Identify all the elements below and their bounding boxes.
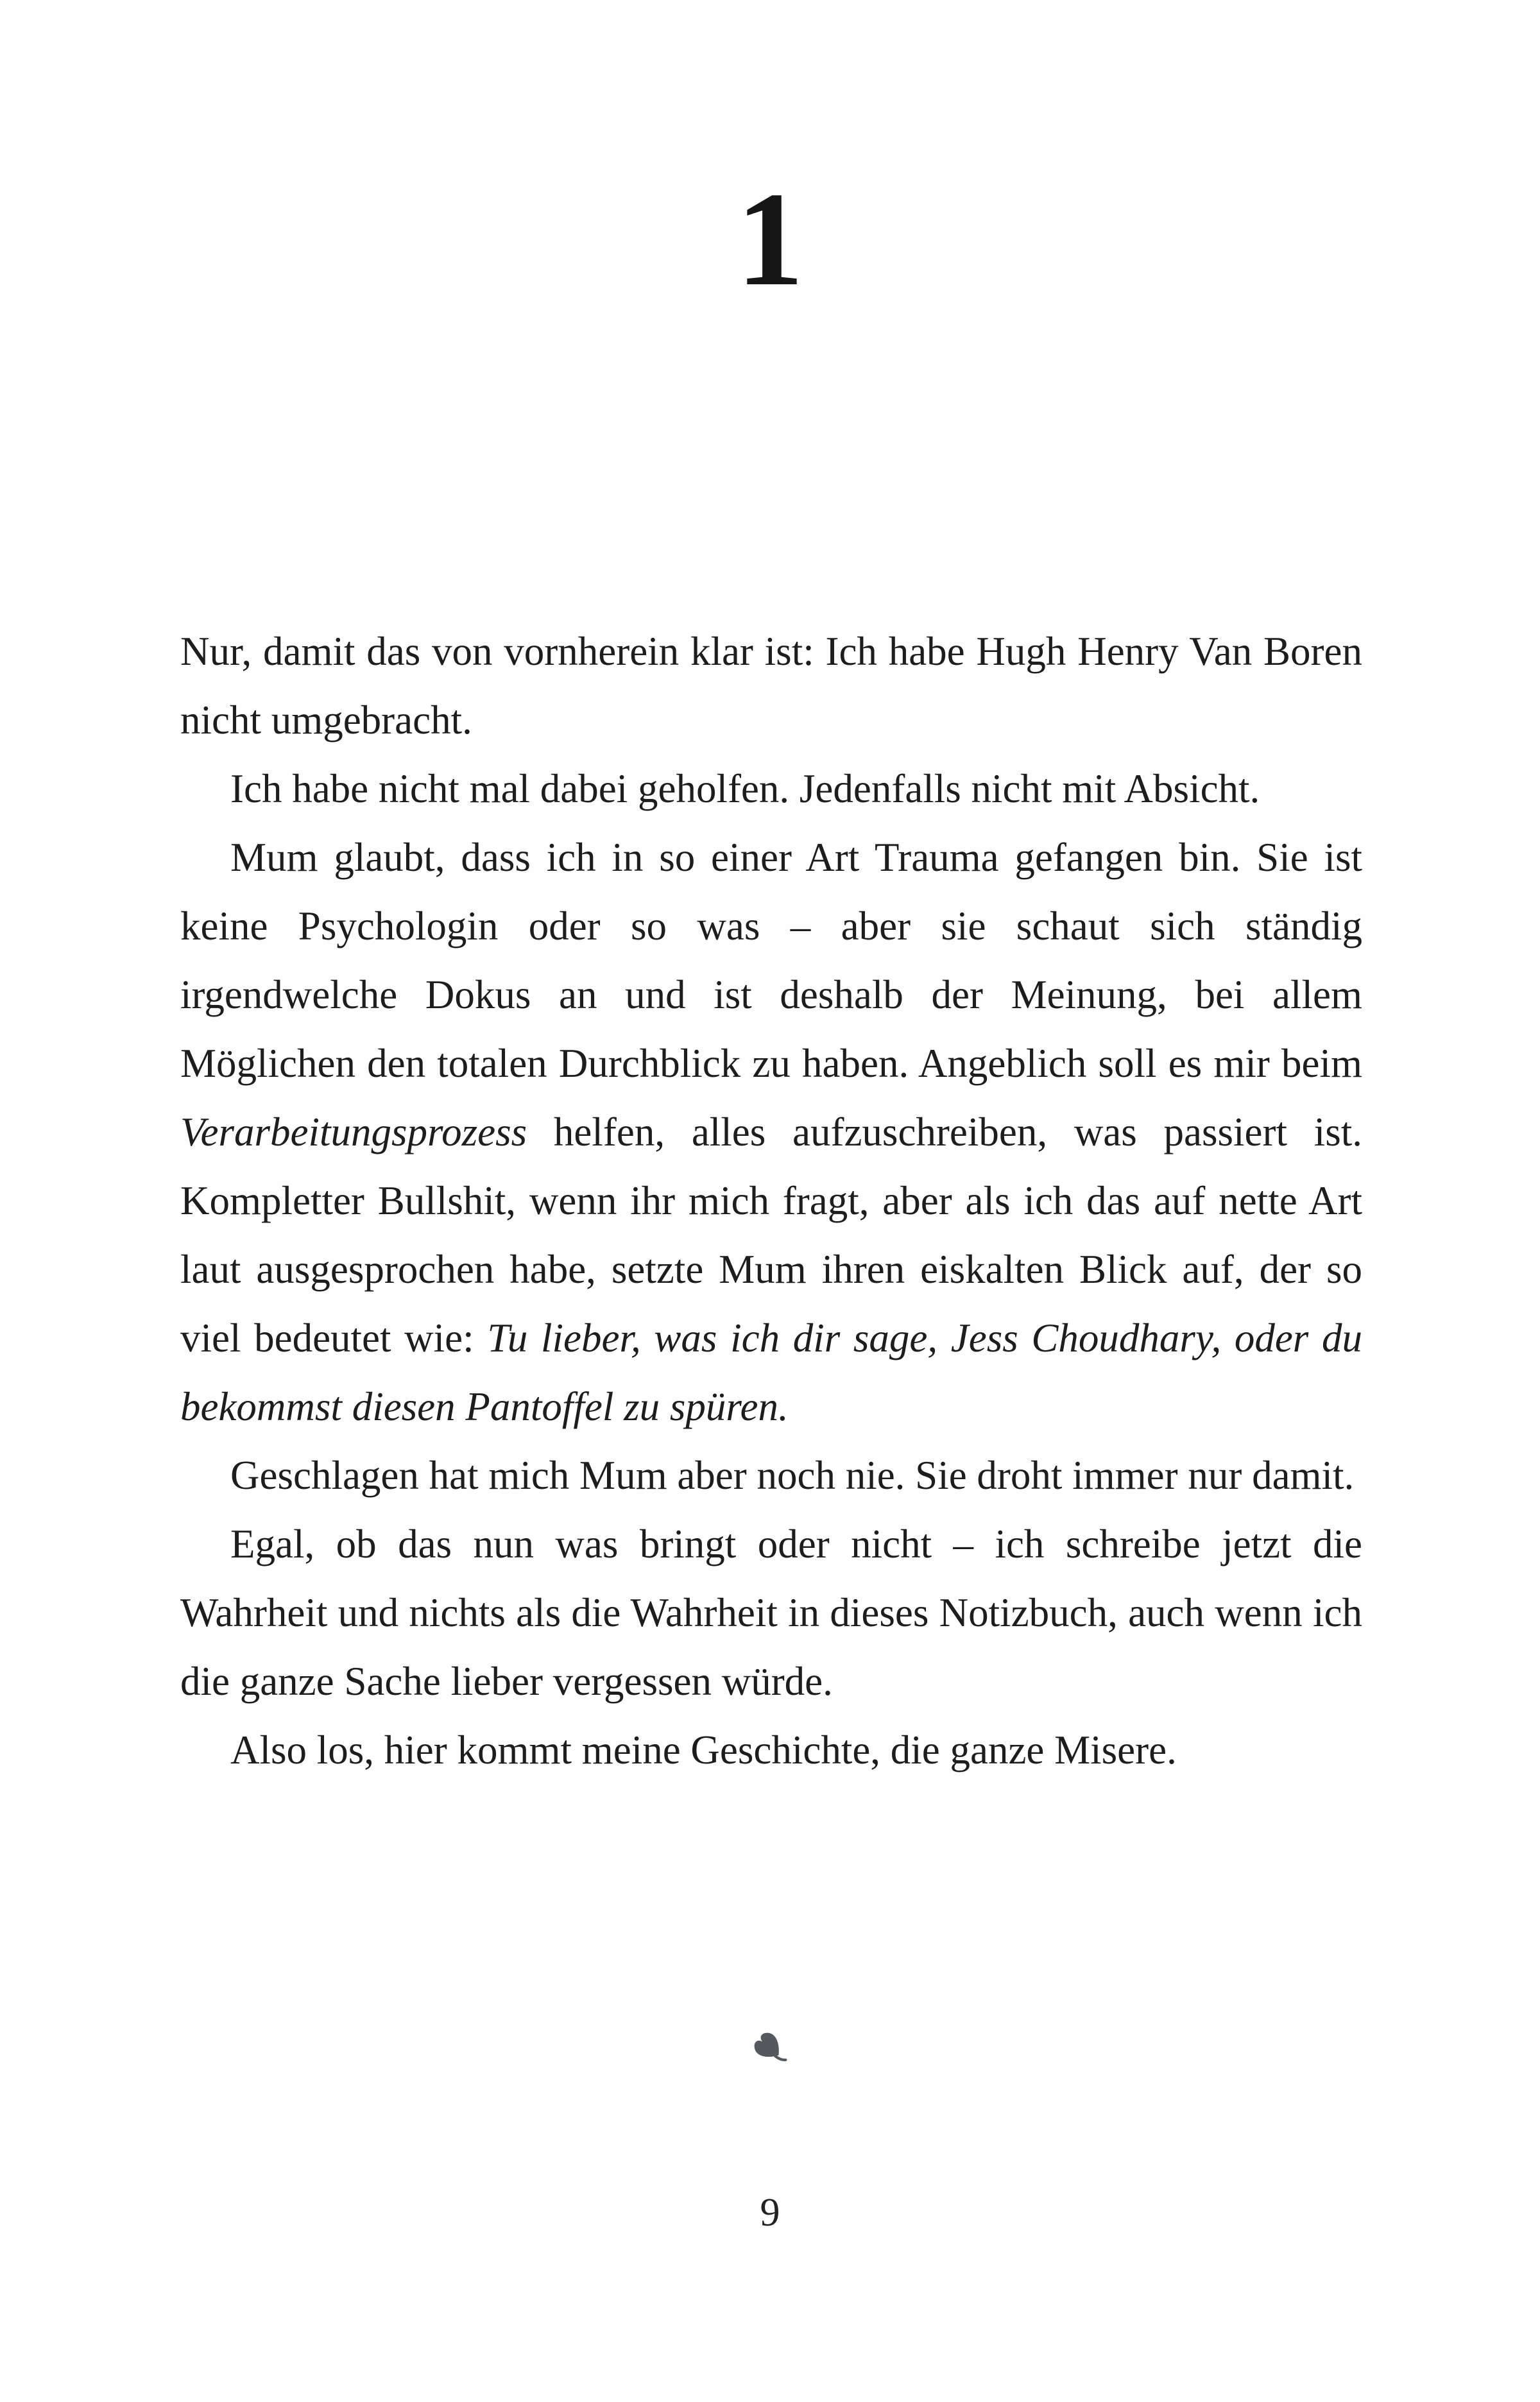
paragraph	[180, 823, 1362, 1441]
paragraph	[180, 617, 1362, 755]
text-segment: Ich habe nicht mal dabei geholfen. Jedenfalls nicht mit Absicht.	[230, 766, 1260, 811]
text-segment: Nur, damit das von vornherein klar ist: Ich habe Hugh Henry Van Boren nicht umgebracht.	[180, 629, 1362, 742]
italic-text-segment: Verarbeitungsprozess	[180, 1110, 527, 1154]
paragraph	[180, 1716, 1362, 1785]
body-text	[180, 617, 1362, 1785]
italic-text-segment: Tu lieber, was ich dir sage, Jess Choudhary, oder du bekommst diesen Pantoffel zu spüren.	[180, 1316, 1362, 1429]
page-number: 9	[760, 2191, 780, 2235]
paragraph	[180, 1510, 1362, 1716]
paragraph	[180, 1441, 1362, 1510]
text-segment: Mum glaubt, dass ich in so einer Art Trauma gefangen bin. Sie ist keine Psychologin oder so was – aber sie schaut sich ständig irgendwelche Dokus an und ist deshalb der Meinung, bei allem Möglichen den totalen Durchblick zu haben. Angeblich soll es mir beim	[180, 835, 1362, 1086]
text-segment: Geschlagen hat mich Mum aber noch nie. Sie droht immer nur damit.	[230, 1453, 1355, 1498]
text-segment: Egal, ob das nun was bringt oder nicht – ich schreibe jetzt die Wahrheit und nichts als die Wahrheit in dieses Notizbuch, auch wenn ich die ganze Sache lieber vergessen würde.	[180, 1522, 1362, 1704]
chapter-number: 1	[736, 165, 804, 314]
paragraph	[180, 755, 1362, 823]
text-segment: Also los, hier kommt meine Geschichte, die ganze Misere.	[230, 1728, 1177, 1772]
ivy-leaf-ornament-icon	[751, 2029, 789, 2068]
text-segment: helfen, alles aufzuschreiben, was passiert ist. Kompletter Bullshit, wenn ihr mich fragt, aber als ich das auf nette Art laut ausgesprochen habe, setzte Mum ihren eiskalten Blick auf, der so viel bedeutet wie:	[180, 1110, 1362, 1360]
